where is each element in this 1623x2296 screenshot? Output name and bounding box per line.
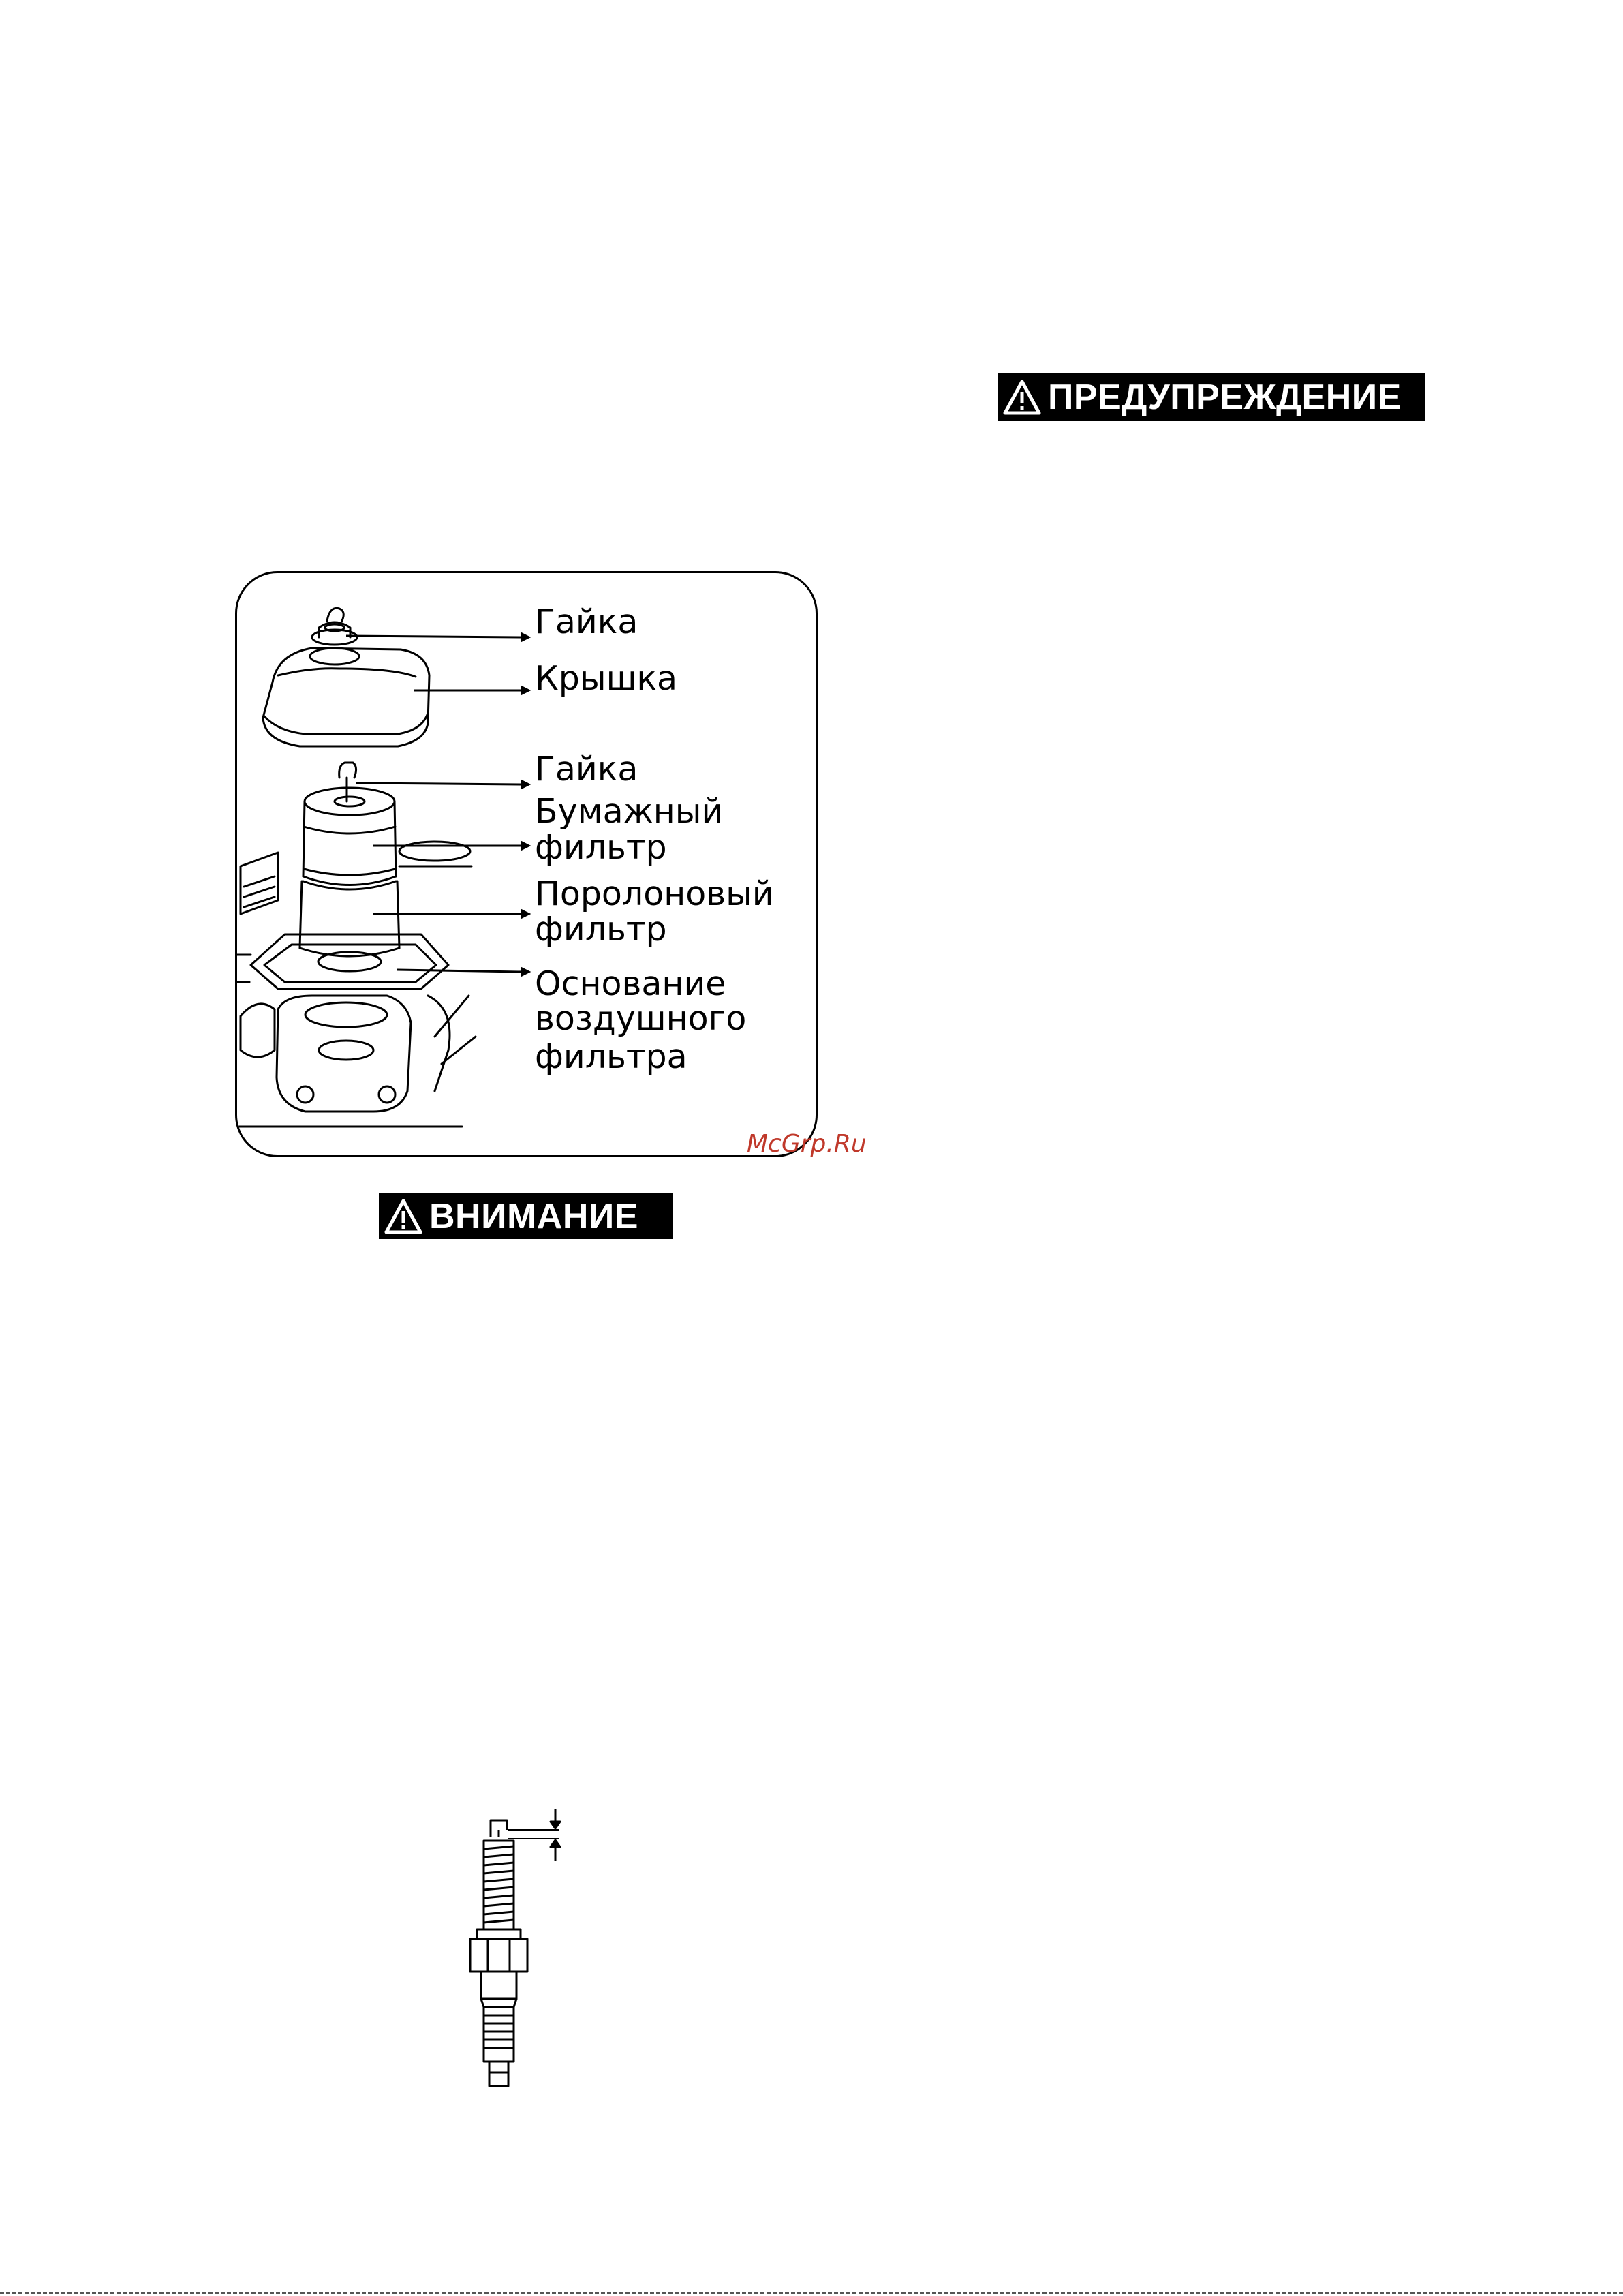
air-filter-figure bbox=[235, 571, 818, 1157]
warning-triangle-icon bbox=[1003, 380, 1041, 415]
middle-nut-drawing bbox=[339, 763, 356, 801]
leader-lines bbox=[346, 634, 529, 975]
label-nut-top: Гайка bbox=[535, 602, 638, 641]
label-paper-filter-1: Бумажный bbox=[535, 792, 724, 831]
label-base-1: Основание bbox=[535, 964, 726, 1003]
paper-filter-drawing bbox=[303, 788, 396, 885]
attention-label: ВНИМАНИЕ bbox=[429, 1196, 638, 1236]
cover-drawing bbox=[263, 648, 429, 746]
watermark: McGrp.Ru bbox=[747, 1130, 867, 1158]
warning-triangle-icon bbox=[384, 1199, 422, 1234]
air-filter-drawing bbox=[237, 573, 818, 1157]
page-bottom-rule bbox=[0, 2292, 1623, 2294]
spark-plug-drawing bbox=[450, 1809, 572, 2096]
attention-badge bbox=[379, 1193, 673, 1239]
label-base-2: воздушного bbox=[535, 999, 747, 1038]
label-foam-filter-2: фильтр bbox=[535, 910, 667, 949]
warning-badge bbox=[998, 373, 1425, 421]
label-cover: Крышка bbox=[535, 659, 678, 698]
filter-base-drawing bbox=[251, 934, 448, 989]
label-paper-filter-2: фильтр bbox=[535, 828, 667, 867]
label-foam-filter-1: Поролоновый bbox=[535, 874, 774, 913]
label-base-3: фильтра bbox=[535, 1037, 687, 1076]
top-nut-drawing bbox=[312, 608, 357, 645]
label-nut-middle: Гайка bbox=[535, 750, 638, 789]
warning-label: ПРЕДУПРЕЖДЕНИЕ bbox=[1048, 378, 1402, 417]
